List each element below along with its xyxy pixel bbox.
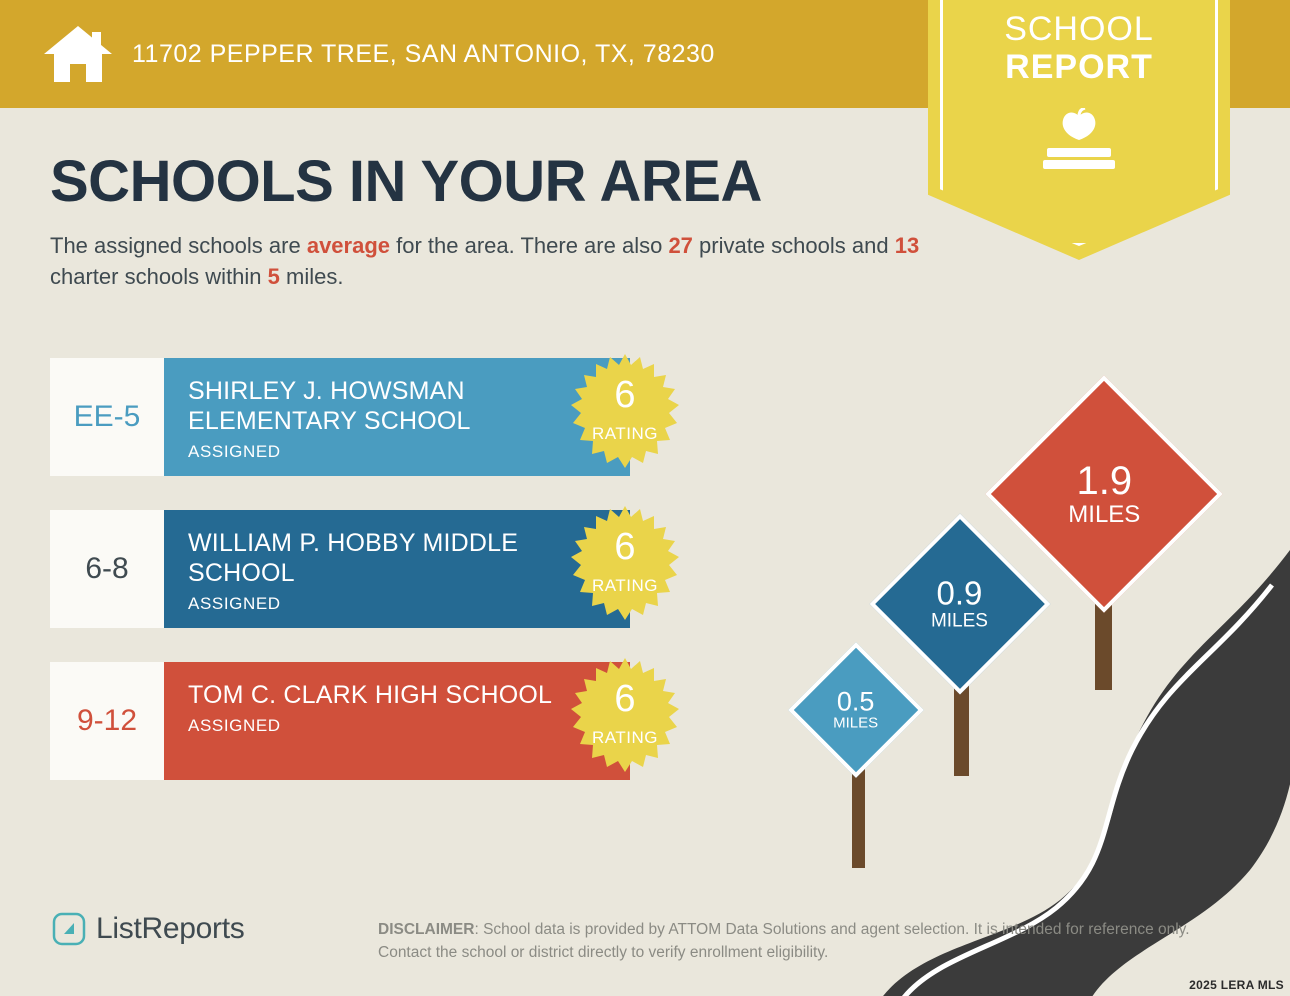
distance-value: 0.9 <box>937 574 983 612</box>
school-rating-badge <box>560 504 690 634</box>
summary-part-5: miles. <box>279 264 344 290</box>
school-report-badge <box>928 0 1230 260</box>
summary-part-3: private schools and <box>692 233 895 258</box>
property-address: 11702 PEPPER TREE, SAN ANTONIO, TX, 78230 <box>132 40 715 68</box>
school-name: WILLIAM P. HOBBY MIDDLE SCHOOL <box>188 529 519 587</box>
school-rating-value: 6 <box>614 374 636 416</box>
school-grade-label: 6-8 <box>85 552 129 585</box>
school-status: ASSIGNED <box>188 594 281 613</box>
badge-title-line2: REPORT <box>1005 48 1153 87</box>
summary-highlight-radius: 5 <box>267 264 280 290</box>
school-rating-label: RATING <box>592 424 658 443</box>
distance-unit: MILES <box>1067 501 1141 529</box>
distance-value: 0.5 <box>837 686 875 717</box>
summary-text <box>50 230 930 292</box>
school-rating-label: RATING <box>592 576 658 595</box>
school-name: TOM C. CLARK HIGH SCHOOL <box>188 681 553 709</box>
disclaimer-body: : School data is provided by ATTOM Data Solutions and agent selection. It is intended for reference only. Contact the school or district directly to verify enrollment eligibility. <box>378 921 1190 962</box>
school-grade-label: 9-12 <box>76 704 138 737</box>
school-grade-box <box>50 358 164 476</box>
starburst-icon <box>560 352 690 482</box>
page-title: SCHOOLS IN YOUR AREA <box>50 149 762 214</box>
school-row[interactable] <box>50 358 658 476</box>
disclaimer-text <box>378 918 1228 965</box>
school-status: ASSIGNED <box>188 442 281 461</box>
distance-unit: MILES <box>833 715 879 733</box>
summary-highlight-private-count: 27 <box>668 233 693 258</box>
distance-value: 1.9 <box>1076 459 1132 504</box>
badge-title <box>928 10 1230 86</box>
mls-credit: 2025 LERA MLS <box>1189 978 1284 992</box>
distance-unit: MILES <box>931 610 989 632</box>
summary-part-2: for the area. There are also <box>390 233 669 258</box>
listreports-logo-icon <box>52 912 86 946</box>
school-rating-value: 6 <box>614 678 636 720</box>
listreports-logo-text: ListReports <box>96 912 245 945</box>
school-row[interactable] <box>50 662 658 780</box>
road-illustration <box>760 400 1290 996</box>
starburst-icon <box>560 656 690 786</box>
starburst-icon <box>560 504 690 634</box>
school-name: SHIRLEY J. HOWSMAN ELEMENTARY SCHOOL <box>188 377 471 435</box>
apple-on-book-icon <box>1029 108 1129 180</box>
badge-title-line1: SCHOOL <box>1004 10 1154 48</box>
school-rating-badge <box>560 656 690 786</box>
school-status: ASSIGNED <box>188 716 281 735</box>
listreports-logo[interactable] <box>52 912 244 946</box>
school-rating-value: 6 <box>614 526 636 568</box>
school-rating-label: RATING <box>592 728 658 747</box>
summary-part-1: The assigned schools are <box>50 233 307 258</box>
home-icon <box>42 24 114 84</box>
school-grade-box <box>50 510 164 628</box>
school-grade-box <box>50 662 164 780</box>
school-row[interactable] <box>50 510 658 628</box>
school-grade-label: EE-5 <box>73 400 141 433</box>
disclaimer-label: DISCLAIMER <box>378 921 475 938</box>
summary-highlight-charter-count: 13 <box>894 233 920 258</box>
school-rating-badge <box>560 352 690 482</box>
summary-highlight-average: average <box>306 233 391 258</box>
summary-part-4: charter schools within <box>50 264 268 290</box>
